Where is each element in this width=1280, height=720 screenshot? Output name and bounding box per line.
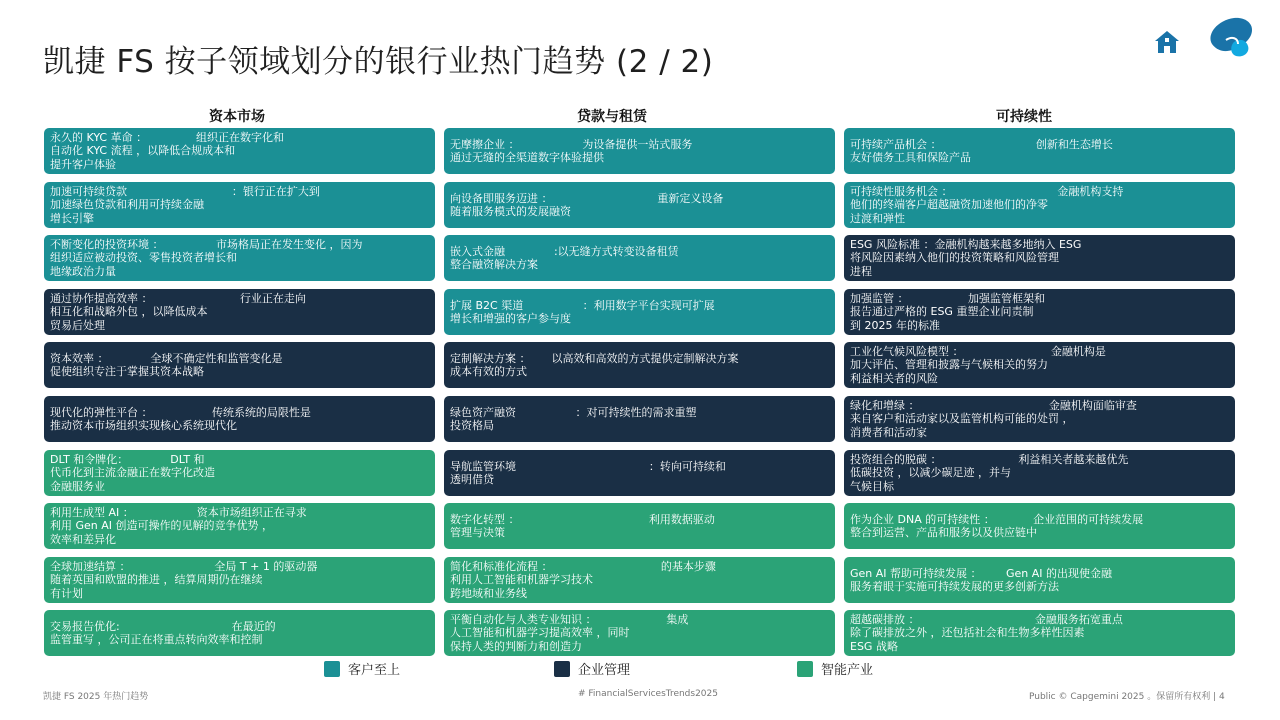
trend-card-text: Gen AI 帮助可持续发展 ： Gen AI 的出现使金融 服务着眼于实施可持续发展的更多创新方法 (850, 566, 1113, 593)
trend-card[interactable] (44, 235, 435, 281)
column-header-sustainability: 可持续性 (996, 109, 1052, 125)
trend-card[interactable] (844, 610, 1235, 656)
trend-card[interactable] (444, 503, 835, 549)
trend-card-text: 永久的 KYC 革命 ： 组织正在数字化和 自动化 KYC 流程 ，以降低合规成本和 提升客户体验 (50, 130, 285, 171)
trend-card[interactable] (444, 450, 835, 496)
trend-card-text: 交易报告优化: 在最近的 监管重写 ，公司正在将重点转向效率和控制 (50, 619, 276, 646)
trend-card[interactable] (444, 182, 835, 228)
trend-card[interactable] (44, 503, 435, 549)
footer-left: 凯捷 FS 2025 年热门趋势 (43, 692, 149, 702)
capgemini-spade-logo (1204, 16, 1254, 60)
trend-card-text: 资本效率 ： 全球不确定性和监管变化是 促使组织专注于掌握其资本战略 (50, 351, 283, 378)
trend-card-text: 绿色资产融资 ：对可持续性的需求重塑 投资格局 (450, 405, 697, 432)
trend-card-text: ESG 风险标准 ：金融机构越来越多地纳入 ESG 将风险因素纳入他们的投资策略和风险管理 进程 (850, 237, 1082, 278)
trend-card-text: 扩展 B2C 渠道 ：利用数字平台实现可扩展 增长和增强的客户参与度 (450, 298, 715, 325)
page-title: 凯捷 FS 按子领域划分的银行业热门趋势 (2 / 2) (43, 44, 714, 80)
legend-swatch-smart (797, 661, 813, 677)
trend-card-text: 加速可持续贷款 ：银行正在扩大到 加速绿色贷款和利用可持续金融 增长引擎 (50, 184, 320, 225)
footer-hashtag: # FinancialServicesTrends2025 (578, 689, 718, 699)
legend-label: 客户至上 (348, 663, 401, 678)
trend-card[interactable] (44, 342, 435, 388)
trend-card-text: 导航监管环境 ：转向可持续和 透明借贷 (450, 459, 726, 486)
trend-card-text: 利用生成型 AI ： 资本市场组织正在寻求 利用 Gen AI 创造可操作的见解的竞争优势 ， 效率和差异化 (50, 505, 307, 546)
column-header-capital-markets: 资本市场 (209, 109, 265, 125)
trend-card[interactable] (844, 557, 1235, 603)
trend-card-text: 超越碳排放 ： 金融服务拓宽重点 除了碳排放之外 ，还包括社会和生物多样性因素 ESG 战略 (850, 612, 1123, 653)
legend-label: 企业管理 (578, 663, 631, 678)
trend-card[interactable] (844, 289, 1235, 335)
trend-card[interactable] (444, 557, 835, 603)
trend-card-text: 向设备即服务迈进 ： 重新定义设备 随着服务模式的发展融资 (450, 191, 724, 218)
trend-card-text: DLT 和令牌化： DLT 和 代币化到主流金融正在数字化改造 金融服务业 (50, 452, 215, 493)
trend-card-text: 简化和标准化流程 ： 的基本步骤 利用人工智能和机器学习技术 跨地域和业务线 (450, 559, 716, 600)
trend-card[interactable] (844, 182, 1235, 228)
trend-card[interactable] (444, 610, 835, 656)
trend-card[interactable] (444, 342, 835, 388)
trend-card-text: 数字化转型 ： 利用数据驱动 管理与决策 (450, 512, 715, 539)
trend-card[interactable] (844, 503, 1235, 549)
trend-card[interactable] (844, 450, 1235, 496)
trend-card[interactable] (444, 289, 835, 335)
trend-card[interactable] (844, 396, 1235, 442)
trend-card[interactable] (44, 610, 435, 656)
trend-card[interactable] (444, 128, 835, 174)
trend-card[interactable] (844, 342, 1235, 388)
trend-card-text: 嵌入式金融 :以无缝方式转变设备租赁 整合融资解决方案 (450, 244, 679, 271)
legend-item-customer (324, 659, 400, 678)
legend-swatch-customer (324, 661, 340, 677)
trend-card-text: 现代化的弹性平台 ： 传统系统的局限性是 推动资本市场组织实现核心系统现代化 (50, 405, 311, 432)
trend-card-text: 全球加速结算 ： 全局 T + 1 的驱动器 随着英国和欧盟的推进 ，结算周期仍在继续 有计划 (50, 559, 318, 600)
trend-card-text: 可持续产品机会 ： 创新和生态增长 友好债务工具和保险产品 (850, 137, 1113, 164)
trend-card[interactable] (44, 128, 435, 174)
legend-swatch-enterprise (554, 661, 570, 677)
trend-card-text: 工业化气候风险模型 ： 金融机构是 加大评估、管理和披露与气候相关的努力 利益相关者的风险 (850, 344, 1106, 385)
legend-label: 智能产业 (821, 663, 874, 678)
trend-card-text: 不断变化的投资环境 ： 市场格局正在发生变化 ，因为 组织适应被动投资、零售投资者增长和 地缘政治力量 (50, 237, 363, 278)
trend-card[interactable] (44, 450, 435, 496)
trend-card[interactable] (444, 396, 835, 442)
trend-card-text: 无摩擦企业 ： 为设备提供一站式服务 通过无缝的全渠道数字体验提供 (450, 137, 693, 164)
trend-card[interactable] (844, 128, 1235, 174)
trend-card-text: 加强监管 ： 加强监管框架和 报告通过严格的 ESG 重塑企业问责制 到 2025 年的标准 (850, 291, 1045, 332)
legend-item-enterprise (554, 659, 630, 678)
trend-card-text: 投资组合的脱碳 ： 利益相关者越来越优先 低碳投资 ，以减少碳足迹 ，并与 气候目标 (850, 452, 1129, 493)
home-icon[interactable] (1153, 29, 1181, 55)
trend-card-text: 定制解决方案 ： 以高效和高效的方式提供定制解决方案 成本有效的方式 (450, 351, 739, 378)
legend-item-smart (797, 659, 873, 678)
trend-card[interactable] (44, 557, 435, 603)
trend-card-text: 作为企业 DNA 的可持续性 ： 企业范围的可持续发展 整合到运营、产品和服务以及供应链中 (850, 512, 1144, 539)
footer-copyright: Public © Capgemini 2025 。保留所有权利 | 4 (1029, 692, 1225, 702)
column-header-lending-leasing: 贷款与租赁 (577, 109, 647, 125)
trend-card[interactable] (44, 396, 435, 442)
trend-card[interactable] (44, 289, 435, 335)
trend-card-text: 可持续性服务机会 ： 金融机构支持 他们的终端客户超越融资加速他们的净零 过渡和弹性 (850, 184, 1124, 225)
trend-card-text: 通过协作提高效率 ： 行业正在走向 相互化和战略外包 ，以降低成本 贸易后处理 (50, 291, 306, 332)
trend-card-text: 平衡自动化与人类专业知识 ： 集成 人工智能和机器学习提高效率 ，同时 保持人类的判断力和创造力 (450, 612, 689, 653)
trend-card[interactable] (44, 182, 435, 228)
trend-card[interactable] (844, 235, 1235, 281)
trend-card-text: 绿化和增绿 ： 金融机构面临审查 来自客户和活动家以及监管机构可能的处罚 ， 消费者和活动家 (850, 398, 1137, 439)
trend-card[interactable] (444, 235, 835, 281)
